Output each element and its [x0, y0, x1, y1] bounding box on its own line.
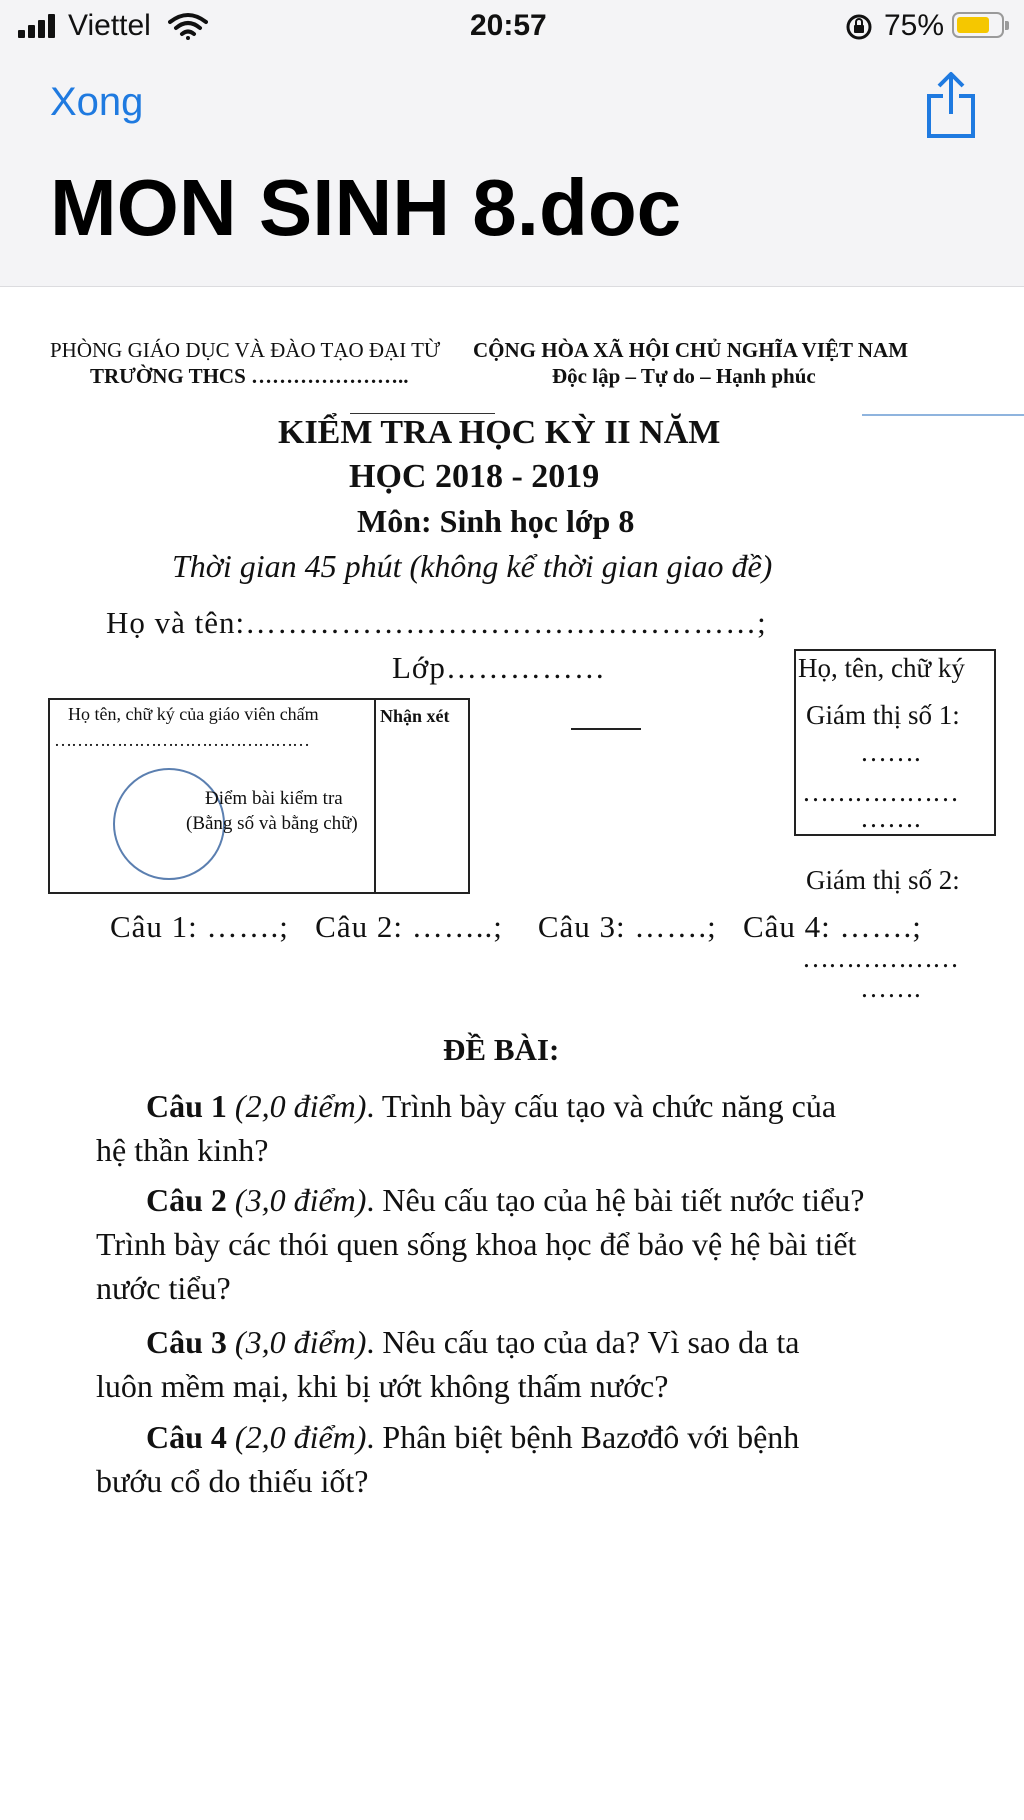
question-4 — [96, 1415, 976, 1503]
navigation-bar — [0, 0, 1024, 287]
question-text-cont: Trình bày các thói quen sống khoa học để bảo vệ hệ bài tiết — [96, 1226, 857, 1262]
header-school: TRƯỜNG THCS ………………….. — [90, 364, 409, 388]
question-points: (2,0 điểm) — [234, 1088, 367, 1124]
question-text-cont: hệ thần kinh? — [96, 1132, 269, 1168]
question-label: Câu 2 — [146, 1182, 227, 1218]
battery-icon — [952, 12, 1004, 38]
question-3 — [96, 1320, 976, 1408]
status-bar — [0, 0, 1024, 52]
document-page — [0, 287, 1024, 1820]
question-2 — [96, 1178, 976, 1310]
exam-heading: ĐỀ BÀI: — [443, 1032, 560, 1067]
header-country: CỘNG HÒA XÃ HỘI CHỦ NGHĨA VIỆT NAM — [473, 338, 909, 362]
clock: 20:57 — [470, 9, 547, 42]
question-points: (3,0 điểm) — [234, 1182, 367, 1218]
divider-line — [862, 414, 1024, 416]
proctor-box-title: Họ, tên, chữ ký — [798, 653, 965, 683]
question-text: . Phân biệt bệnh Bazơđô với bệnh — [366, 1419, 800, 1455]
question-1 — [96, 1084, 956, 1172]
proctor-1-dots-end: ……. — [860, 803, 921, 833]
exam-title-line1: KIỂM TRA HỌC KỲ II NĂM — [278, 414, 721, 451]
proctor-2-label: Giám thị số 2: — [806, 865, 960, 895]
done-button[interactable]: Xong — [50, 80, 144, 124]
student-name-field: Họ và tên:…………………………………………; — [106, 605, 767, 640]
proctor-2-dots-end: ……. — [860, 973, 921, 1003]
question-text-cont: nước tiểu? — [96, 1270, 231, 1306]
question-points: (2,0 điểm) — [234, 1419, 367, 1455]
proctor-1-dots-line: ……………… — [802, 777, 958, 807]
question-text: . Trình bày cấu tạo và chức năng của — [366, 1088, 837, 1124]
question-points: (3,0 điểm) — [234, 1324, 367, 1360]
score-label: Điểm bài kiểm tra — [205, 788, 343, 809]
question-label: Câu 3 — [146, 1324, 227, 1360]
question-score-row: Câu 1: …….; Câu 2: ……..; Câu 3: …….; Câu 4: …….; — [110, 909, 922, 944]
share-icon[interactable] — [925, 70, 977, 140]
question-label: Câu 1 — [146, 1088, 227, 1124]
teacher-signature-dots: ……………………………………… — [54, 730, 309, 750]
exam-title-line2: HỌC 2018 - 2019 — [349, 458, 600, 495]
orientation-lock-icon — [845, 13, 873, 41]
score-label-detail: (Bằng số và bằng chữ) — [186, 813, 358, 834]
grading-box — [48, 698, 470, 894]
proctor-1-dots: ……. — [860, 737, 921, 767]
student-class-field: Lớp…………… — [392, 650, 606, 685]
center-dash — [571, 728, 641, 730]
exam-subject: Môn: Sinh học lớp 8 — [357, 503, 635, 539]
question-label: Câu 4 — [146, 1419, 227, 1455]
question-text: . Nêu cấu tạo của da? Vì sao da ta — [366, 1324, 800, 1360]
header-department: PHÒNG GIÁO DỤC VÀ ĐÀO TẠO ĐẠI TỪ — [50, 338, 441, 362]
question-text-cont: bướu cổ do thiếu iốt? — [96, 1463, 369, 1499]
document-title: MON SINH 8.doc — [50, 163, 682, 252]
comment-label: Nhận xét — [380, 706, 450, 726]
proctor-2-dots-line: ……………… — [802, 943, 958, 973]
exam-duration: Thời gian 45 phút (không kể thời gian giao đề) — [172, 548, 773, 584]
question-text: . Nêu cấu tạo của hệ bài tiết nước tiểu? — [366, 1182, 865, 1218]
proctor-1-label: Giám thị số 1: — [806, 700, 960, 730]
teacher-signature-label: Họ tên, chữ ký của giáo viên chấm — [68, 704, 319, 724]
wifi-icon — [168, 12, 208, 40]
grading-box-divider — [374, 700, 376, 892]
battery-percent: 75% — [884, 9, 945, 42]
carrier-label: Viettel — [68, 9, 151, 42]
question-text-cont: luôn mềm mại, khi bị ướt không thấm nước? — [96, 1368, 669, 1404]
signal-icon — [18, 14, 60, 38]
header-motto: Độc lập – Tự do – Hạnh phúc — [552, 364, 816, 388]
